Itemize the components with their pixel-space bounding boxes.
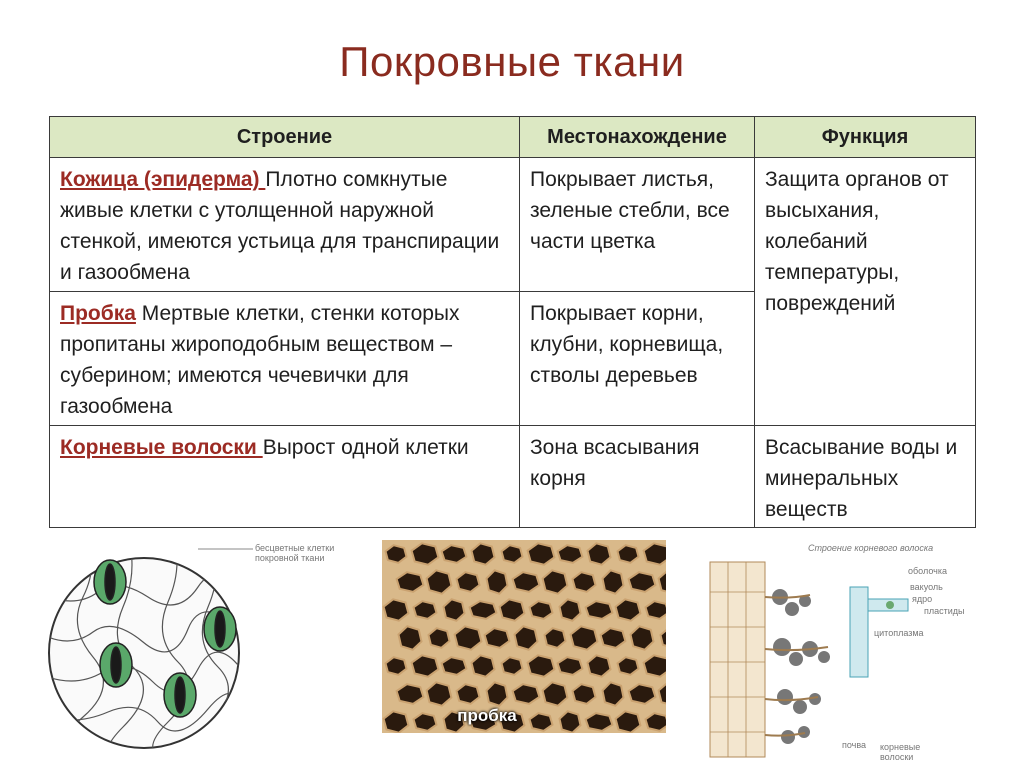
cork-cell bbox=[586, 713, 613, 731]
structure-text: Плотно сомкнутые живые клетки с утолщенной наружной стенкой, имеются устьица для транспирации и газообмена bbox=[60, 168, 500, 284]
cell-function-shared: Защита органов от высыхания, колебаний температуры, повреждений bbox=[755, 158, 976, 426]
tissue-table bbox=[49, 116, 976, 528]
cork-cell bbox=[429, 628, 450, 648]
cork-cell bbox=[470, 601, 497, 619]
cork-cell bbox=[560, 599, 581, 620]
term-cork: Пробка bbox=[60, 302, 136, 325]
cork-cell bbox=[386, 657, 407, 675]
soil-particles bbox=[772, 589, 830, 744]
table-row bbox=[50, 426, 976, 528]
cell-location: Покрывает листья, зеленые стебли, все части цветка bbox=[520, 158, 755, 292]
page-title: Покровные ткани bbox=[339, 38, 685, 85]
cork-cell bbox=[502, 545, 523, 563]
cork-cell bbox=[573, 572, 596, 592]
cork-cell bbox=[442, 657, 467, 675]
header-structure: Строение bbox=[50, 117, 520, 158]
cell-structure bbox=[50, 426, 520, 528]
cork-cell bbox=[457, 684, 480, 704]
cork-cell bbox=[472, 655, 495, 676]
root-label-nucleus: ядро bbox=[912, 594, 933, 604]
cork-cell bbox=[601, 628, 626, 648]
table-row bbox=[50, 158, 976, 292]
term-epidermis: Кожица (эпидерма) bbox=[60, 168, 266, 191]
cork-cell bbox=[502, 657, 523, 675]
cork-cell bbox=[530, 713, 553, 731]
cork-cell bbox=[558, 657, 583, 675]
table-header-row bbox=[50, 117, 976, 158]
root-label-soil: почва bbox=[842, 740, 867, 750]
header-function: Функция bbox=[755, 117, 976, 158]
cork-cell bbox=[558, 545, 583, 563]
cork-photo bbox=[382, 540, 666, 733]
cork-cell bbox=[472, 543, 495, 564]
cork-cell bbox=[414, 601, 437, 619]
cork-cell bbox=[530, 601, 553, 619]
cork-cell bbox=[588, 655, 611, 676]
root-label-plastids: пластиды bbox=[924, 606, 965, 616]
cork-cell bbox=[586, 601, 613, 619]
structure-text: Мертвые клетки, стенки которых пропитаны жироподобным веществом – суберином; имеются чечевички для газообмена bbox=[60, 302, 460, 418]
cork-cell bbox=[560, 711, 581, 732]
epidermis-cells-label: бесцветные клетки покровной ткани bbox=[255, 543, 335, 563]
cork-cell bbox=[414, 713, 437, 731]
cork-cell bbox=[444, 599, 465, 620]
cork-cell bbox=[573, 684, 596, 704]
cork-cell bbox=[442, 545, 467, 563]
cork-label: пробка bbox=[457, 706, 517, 725]
header-location: Местонахождение bbox=[520, 117, 755, 158]
cork-cell bbox=[457, 572, 480, 592]
root-hair-title: Строение корневого волоска bbox=[808, 543, 934, 553]
cork-cell bbox=[485, 628, 510, 648]
root-label-cytoplasm: цитоплазма bbox=[874, 628, 924, 638]
root-label-vacuole: вакуоль bbox=[910, 582, 943, 592]
cell-location: Зона всасывания корня bbox=[520, 426, 755, 528]
cork-cell bbox=[386, 545, 407, 563]
cell-function: Всасывание воды и минеральных веществ bbox=[755, 426, 976, 528]
root-label-membrane: оболочка bbox=[908, 566, 947, 576]
cork-cell bbox=[545, 628, 566, 648]
term-root-hairs: Корневые волоски bbox=[60, 436, 263, 459]
cork-cell bbox=[588, 543, 611, 564]
epidermis-illustration bbox=[48, 537, 348, 762]
structure-text: Вырост одной клетки bbox=[262, 436, 469, 459]
cork-cell bbox=[618, 545, 639, 563]
cork-cell bbox=[618, 657, 639, 675]
cell-structure bbox=[50, 292, 520, 426]
root-label-hairs: корневые волоски bbox=[880, 742, 921, 762]
cell-structure bbox=[50, 158, 520, 292]
cell-location: Покрывает корни, клубни, корневища, стволы деревьев bbox=[520, 292, 755, 426]
